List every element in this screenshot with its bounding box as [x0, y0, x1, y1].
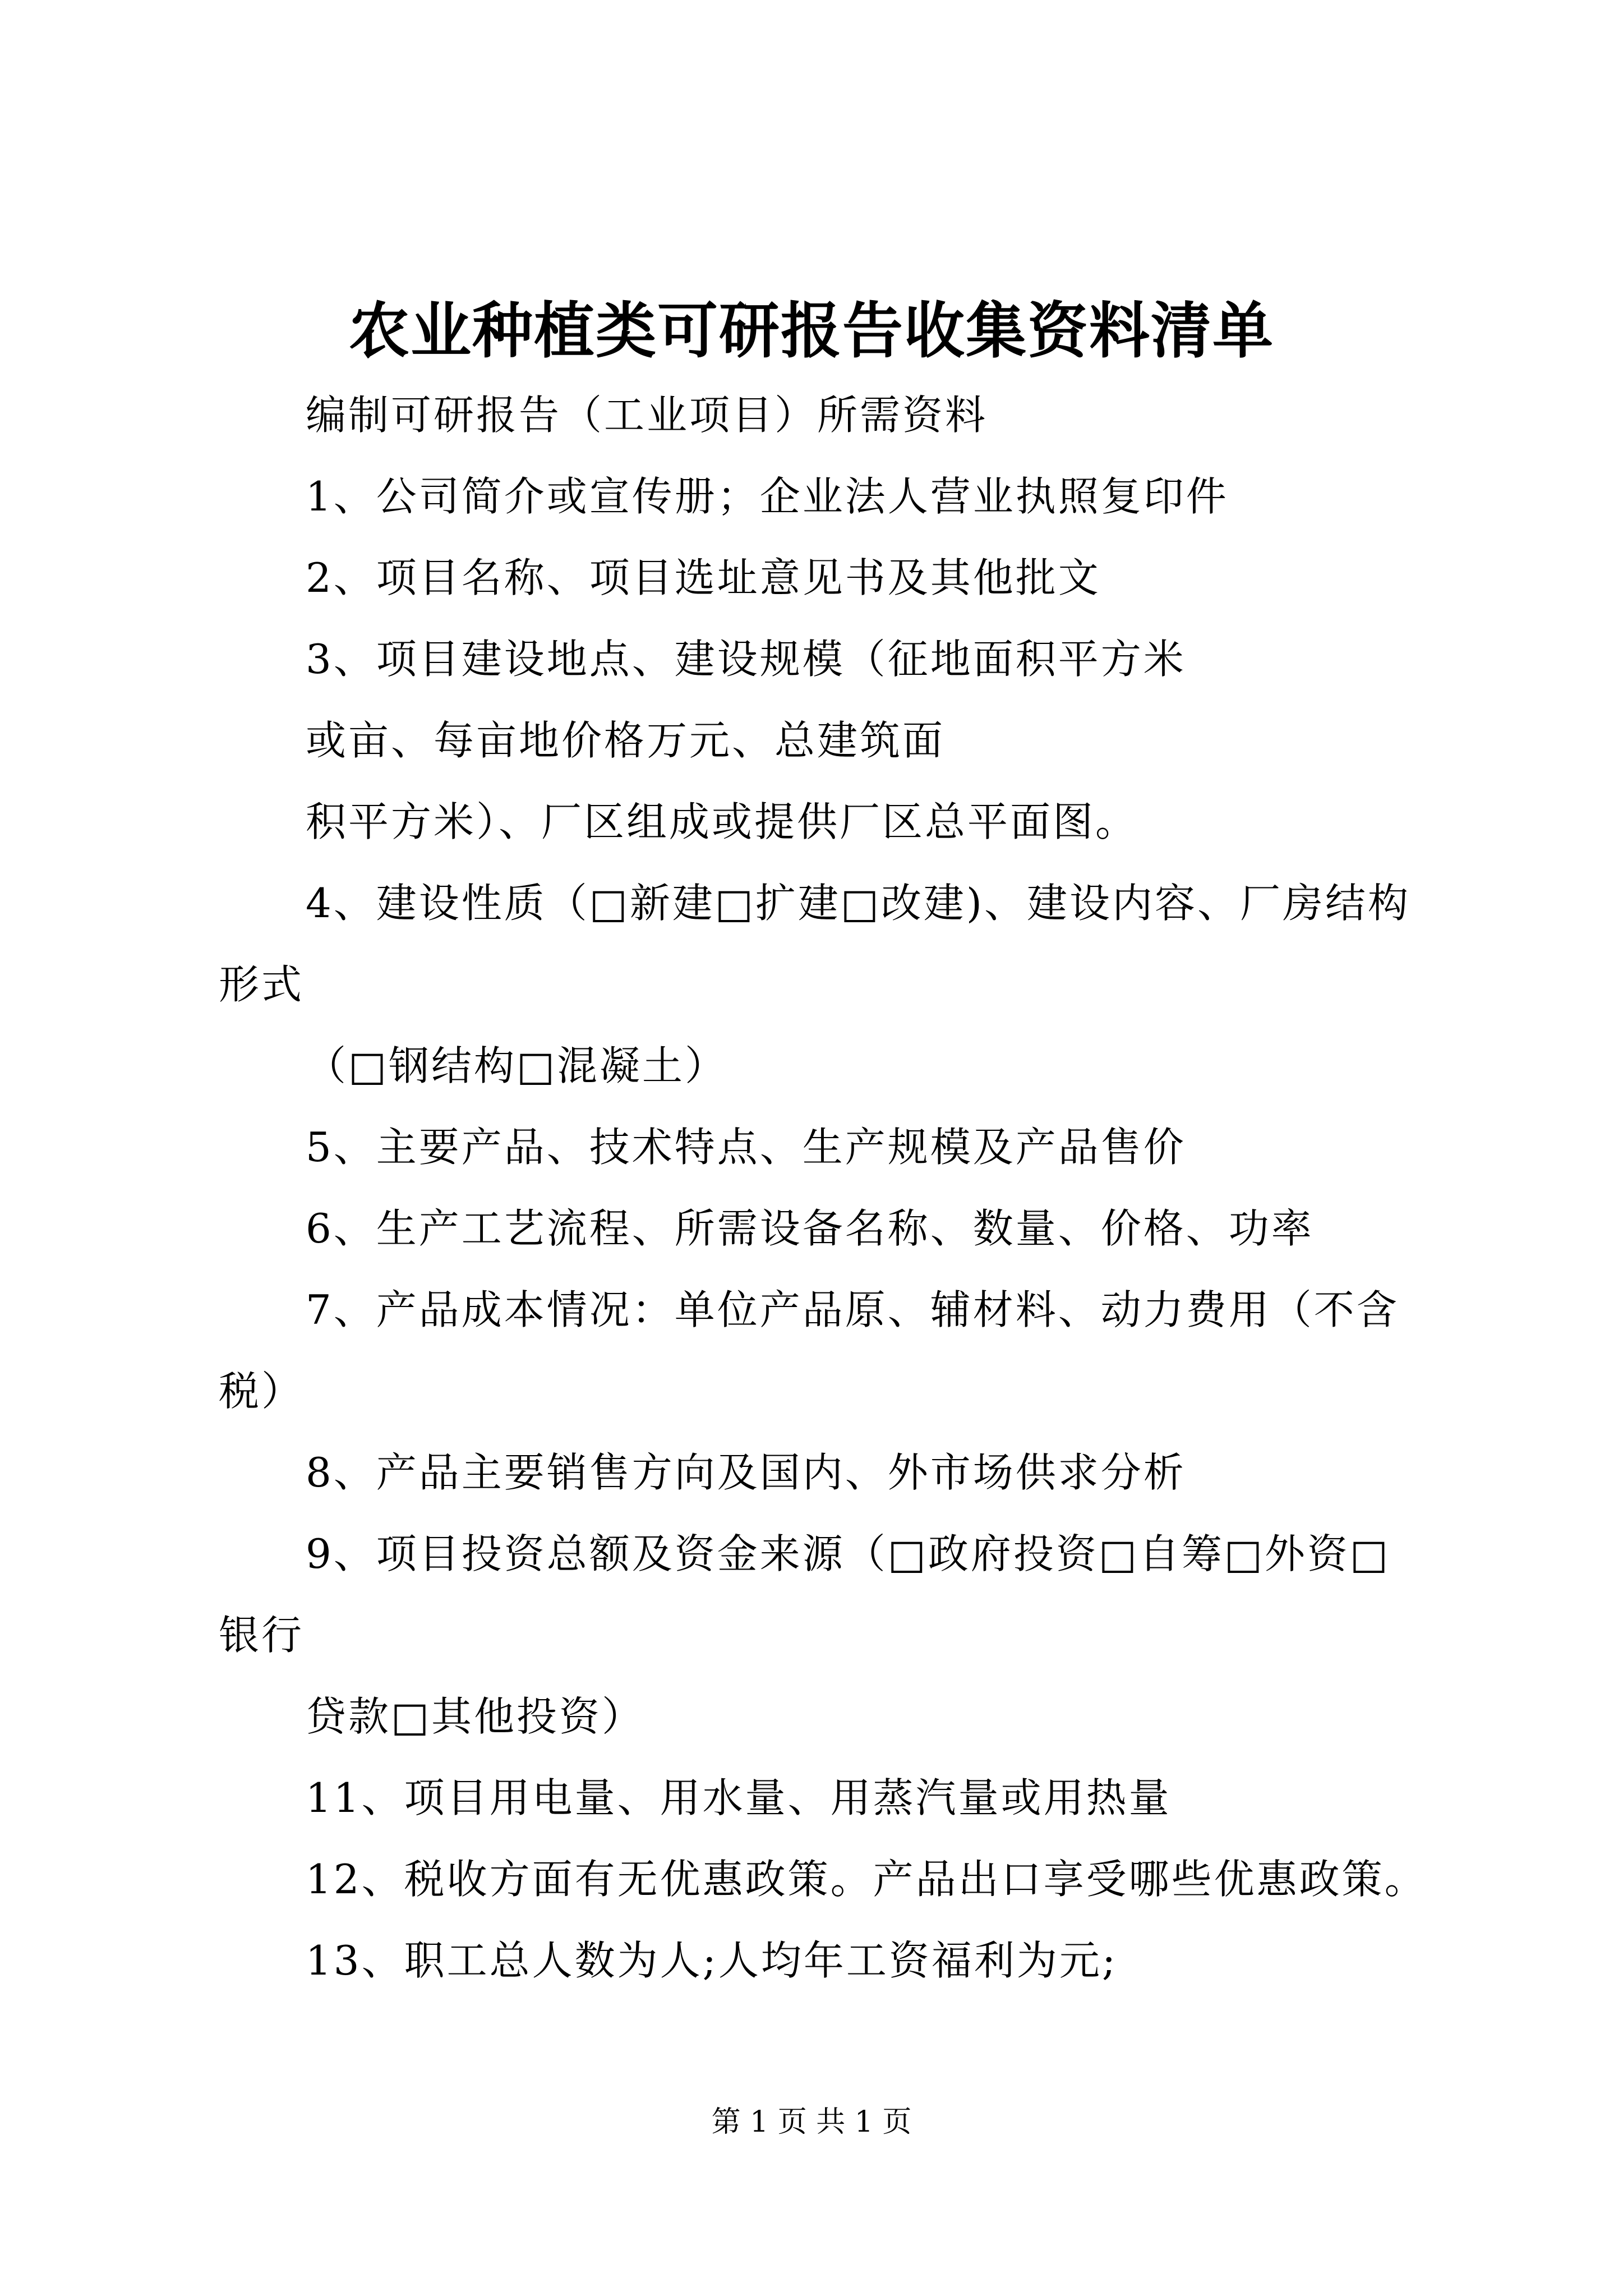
text-line: 编制可研报告（工业项目）所需资料 — [306, 392, 988, 439]
text-line: 积平方米）、厂区组成或提供厂区总平面图。 — [306, 798, 1138, 845]
page-footer: 第 1 页 共 1 页 — [711, 2105, 912, 2139]
text-line: 8、产品主要销售方向及国内、外市场供求分析 — [306, 1449, 1186, 1496]
document-title: 农业种植类可研报告收集资料清单 — [348, 296, 1274, 366]
text-line: 5、主要产品、技术特点、生产规模及产品售价 — [306, 1124, 1186, 1171]
text-line: （□钢结构□混凝土） — [306, 1042, 728, 1089]
text-line: 11、项目用电量、用水量、用蒸汽量或用热量 — [306, 1774, 1172, 1821]
text-line: 税） — [219, 1368, 305, 1415]
text-line: 1、公司简介或宣传册；企业法人营业执照复印件 — [306, 473, 1229, 520]
text-line: 7、产品成本情况：单位产品原、辅材料、动力费用（不含 — [306, 1286, 1399, 1333]
text-line: 4、建设性质（□新建□扩建□改建)、建设内容、厂房结构 — [306, 880, 1410, 927]
text-line: 6、生产工艺流程、所需设备名称、数量、价格、功率 — [306, 1205, 1314, 1252]
text-line: 贷款□其他投资） — [306, 1693, 645, 1740]
text-line: 或亩、每亩地价格万元、总建筑面 — [306, 717, 946, 764]
text-line: 形式 — [219, 961, 305, 1008]
text-line: 2、项目名称、项目选址意见书及其他批文 — [306, 554, 1101, 601]
text-line: 3、项目建设地点、建设规模（征地面积平方米 — [306, 636, 1186, 683]
text-line: 银行 — [219, 1612, 305, 1659]
text-line: 12、税收方面有无优惠政策。产品出口享受哪些优惠政策。 — [306, 1856, 1427, 1903]
text-line: 9、项目投资总额及资金来源（□政府投资□自筹□外资□ — [306, 1530, 1390, 1577]
text-line: 13、职工总人数为人;人均年工资福利为元; — [306, 1937, 1118, 1984]
